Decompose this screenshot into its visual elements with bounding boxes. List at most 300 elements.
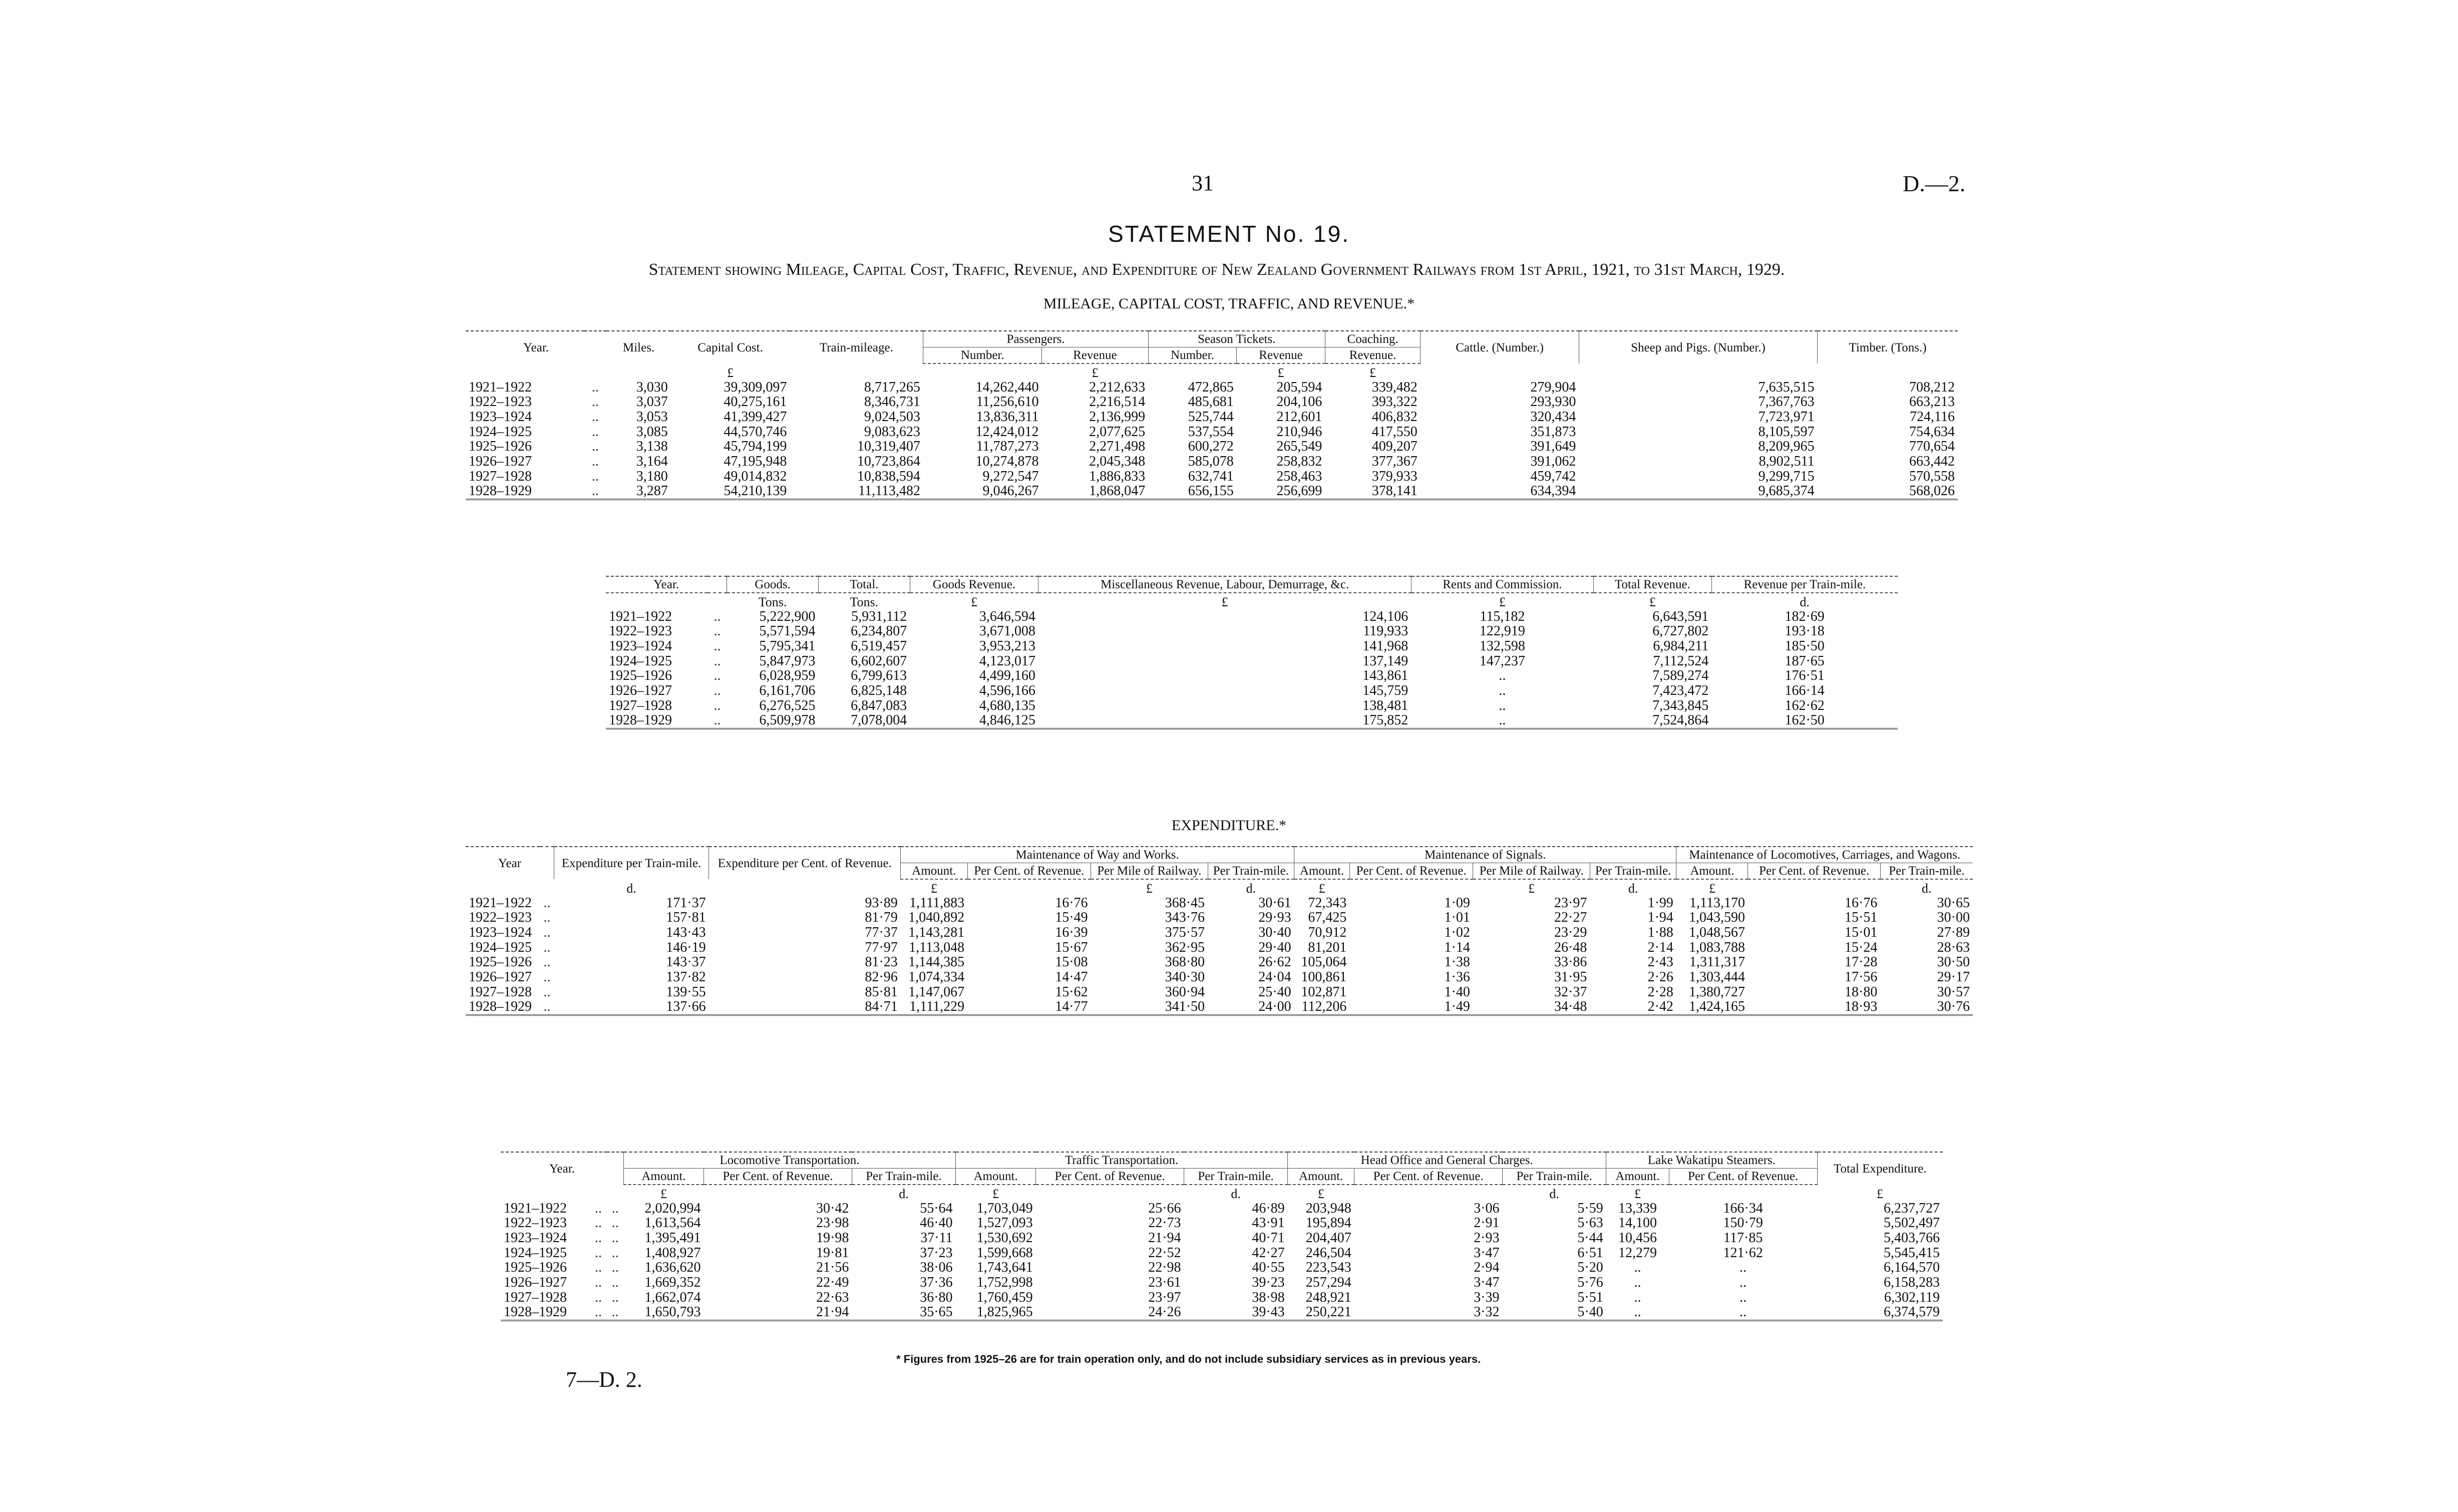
cell: 15·08: [1055, 954, 1088, 970]
cell: 13,836,311: [976, 409, 1039, 425]
leader-dots: ..: [595, 1289, 602, 1305]
cell: 770,654: [1909, 439, 1955, 455]
cell: 37·23: [920, 1245, 953, 1261]
unit-pound: £: [660, 1187, 667, 1201]
cell: 15·62: [1055, 984, 1088, 1000]
leader-dots: ..: [591, 439, 599, 455]
cell: 112,206: [1294, 999, 1350, 1015]
cell: 15·24: [1845, 939, 1878, 955]
cell: 162·50: [1711, 713, 1898, 728]
col-per-train-mile: Per Train-mile.: [1184, 1169, 1288, 1185]
cell: 6,158,283: [1884, 1274, 1940, 1290]
cell: 44,570,746: [724, 424, 787, 440]
cell: 279,904: [1530, 379, 1576, 395]
leader-dots: ..: [611, 1260, 619, 1276]
cell: 5·76: [1577, 1274, 1603, 1290]
cell: 17·56: [1845, 969, 1878, 985]
cell: 23·97: [1554, 895, 1587, 911]
cell: 15·51: [1845, 910, 1878, 926]
goods-revenue-table: [606, 576, 1898, 729]
cell: 81·23: [865, 954, 898, 970]
cell: 30·00: [1937, 910, 1970, 926]
unit-row: [466, 363, 1958, 380]
cell: 54,210,139: [671, 484, 790, 499]
cell: 14,262,440: [975, 379, 1039, 395]
table-row: [466, 469, 1958, 484]
cell: 6,847,083: [851, 697, 907, 713]
table-row: [466, 395, 1958, 410]
year-cell: 1925–1926: [469, 439, 532, 455]
cell: 1,040,892: [908, 910, 965, 926]
footnote: * Figures from 1925–26 are for train operation only, and do not include subsidiary services as in previous years.: [896, 1353, 1481, 1365]
cell: 205,594: [1276, 379, 1322, 395]
cell: 72,343: [1308, 895, 1347, 911]
mileage-traffic-table: [466, 330, 1958, 500]
cell: 203,948: [1305, 1200, 1351, 1216]
col-per-cent-revenue: Per Cent. of Revenue.: [1349, 863, 1473, 880]
year-cell: 1927–1928: [469, 984, 532, 1000]
cell: 10,723,864: [857, 453, 920, 469]
leader-dots: ..: [595, 1245, 602, 1261]
cell: 1,662,074: [644, 1289, 701, 1305]
cell: 6,276,525: [759, 697, 816, 713]
cell: 2·94: [1474, 1260, 1500, 1276]
col-locomotive-transportation: Locomotive Transportation.: [623, 1152, 955, 1169]
cell: 5·40: [1503, 1305, 1606, 1320]
cell: 1,886,833: [1089, 468, 1146, 484]
year-cell: 1926–1927: [609, 682, 672, 698]
cell: 21·56: [816, 1260, 849, 1276]
expenditure-transportation-table: [501, 1152, 1943, 1321]
leader-dots: ..: [543, 984, 551, 1000]
cell: ..: [1634, 1289, 1641, 1305]
cell: 115,182: [1480, 608, 1525, 624]
cell: 4,596,166: [979, 682, 1035, 698]
cell: 15·01: [1845, 924, 1878, 940]
cell: 3,953,213: [979, 638, 1035, 654]
col-timber: Timber. (Tons.): [1818, 331, 1958, 363]
cell: 2,020,994: [644, 1200, 701, 1216]
leader-dots: ..: [611, 1230, 619, 1246]
col-total-revenue: Total Revenue.: [1594, 576, 1712, 593]
cell: 39·43: [1184, 1305, 1288, 1320]
cell: 5·44: [1577, 1230, 1603, 1246]
cell: 29·40: [1258, 939, 1291, 955]
cell: 7,723,971: [1758, 409, 1815, 425]
leader-dots: ..: [543, 939, 551, 955]
cell: 1,613,564: [644, 1215, 701, 1231]
cell: 391,649: [1530, 439, 1576, 455]
cell: 1,408,927: [644, 1245, 701, 1261]
year-cell: 1921–1922: [609, 608, 672, 624]
cell: 5,795,341: [759, 638, 816, 654]
table-row: [606, 654, 1898, 669]
cell: 1,424,165: [1676, 999, 1748, 1015]
col-per-mile-railway: Per Mile of Railway.: [1091, 863, 1208, 880]
unit-pound: £: [971, 595, 978, 609]
year-cell: 1926–1927: [469, 969, 532, 985]
cell: 38·98: [1252, 1289, 1285, 1305]
table-row: [501, 1275, 1943, 1290]
col-per-train-mile: Per Train-mile.: [852, 1169, 955, 1185]
col-year: Year.: [501, 1152, 623, 1185]
cell: 2·14: [1647, 939, 1673, 955]
cell: 3,085: [636, 424, 668, 440]
cell: 139·55: [666, 984, 706, 1000]
page-number: 31: [1192, 171, 1214, 195]
cell: 85·81: [865, 984, 898, 1000]
cell: 3,030: [636, 379, 668, 395]
cell: 102,871: [1301, 984, 1347, 1000]
cell: 146·19: [666, 939, 706, 955]
cell: 30·65: [1937, 895, 1970, 911]
cell: 362·95: [1165, 939, 1205, 955]
table-row: [466, 410, 1958, 425]
cell: 2,045,348: [1089, 453, 1146, 469]
cell: 21·94: [704, 1305, 852, 1320]
cell: 368·80: [1165, 954, 1205, 970]
cell: 24·00: [1208, 999, 1294, 1015]
cell: 14·47: [1055, 969, 1088, 985]
section-title-expenditure: EXPENDITURE.*: [1171, 817, 1287, 834]
unit-row: [501, 1185, 1943, 1201]
col-cattle: Cattle. (Number.): [1421, 331, 1579, 363]
year-cell: 1926–1927: [469, 453, 532, 469]
table-row: [501, 1246, 1943, 1261]
cell: 6,302,119: [1884, 1289, 1940, 1305]
cell: 1,599,668: [976, 1245, 1033, 1261]
col-lake-wakatipu: Lake Wakatipu Steamers.: [1606, 1152, 1817, 1169]
year-cell: 1924–1925: [469, 424, 532, 440]
cell: 15·49: [1055, 910, 1088, 926]
year-cell: 1925–1926: [609, 668, 672, 684]
cell: 137·66: [554, 999, 709, 1015]
year-cell: 1923–1924: [469, 924, 532, 940]
cell: 17·28: [1845, 954, 1878, 970]
unit-pence: d.: [1800, 595, 1810, 609]
cell: 246,504: [1305, 1245, 1351, 1261]
unit-pound: £: [1877, 1186, 1884, 1201]
col-total-expenditure: Total Expenditure.: [1817, 1152, 1943, 1185]
cell: 6,509,978: [727, 713, 819, 728]
col-coaching-revenue: Revenue.: [1325, 347, 1420, 364]
section-title-revenue: MILEAGE, CAPITAL COST, TRAFFIC, AND REVENUE.*: [1043, 295, 1415, 312]
cell: 26·62: [1258, 954, 1291, 970]
cell: ..: [1499, 668, 1506, 684]
year-cell: 1925–1926: [469, 954, 532, 970]
leader-dots: ..: [714, 653, 721, 669]
cell: 351,873: [1530, 424, 1576, 440]
cell: 25·66: [1148, 1200, 1181, 1216]
cell: 12,279: [1618, 1245, 1657, 1261]
leader-dots: ..: [591, 409, 599, 425]
col-total: Total.: [818, 576, 910, 593]
cell: 5,222,900: [759, 608, 816, 624]
cell: 2,136,999: [1089, 409, 1146, 425]
cell: 204,106: [1276, 394, 1322, 410]
cell: 5·63: [1577, 1215, 1603, 1231]
statement-title: STATEMENT No. 19.: [1108, 221, 1350, 247]
year-cell: 1923–1924: [609, 638, 672, 654]
cell: 1·09: [1444, 895, 1470, 911]
cell: 3,164: [636, 453, 668, 469]
cell: 137·82: [666, 969, 706, 985]
cell: 145,759: [1362, 682, 1409, 698]
cell: ..: [1739, 1289, 1747, 1305]
unit-row: [466, 879, 1973, 896]
cell: 2,216,514: [1089, 394, 1146, 410]
cell: 119,933: [1363, 623, 1409, 639]
cell: 9,083,623: [864, 424, 920, 440]
cell: 37·36: [920, 1274, 953, 1290]
cell: 1,303,444: [1688, 969, 1745, 985]
unit-row: [606, 593, 1898, 609]
cell: 42·27: [1252, 1245, 1285, 1261]
col-year: Year.: [606, 576, 727, 593]
cell: 81·79: [865, 910, 898, 926]
cell: 37·11: [920, 1230, 953, 1246]
cell: 9,046,267: [923, 484, 1042, 499]
year-cell: 1922–1923: [609, 623, 672, 639]
table-row: [466, 380, 1958, 395]
cell: 257,294: [1305, 1274, 1351, 1290]
col-passenger-number: Number.: [923, 347, 1042, 364]
cell: 1,113,170: [1689, 895, 1745, 911]
cell: 375·57: [1165, 924, 1205, 940]
cell: 16·76: [1055, 895, 1088, 911]
cell: 138,481: [1362, 697, 1409, 713]
cell: 33·86: [1554, 954, 1587, 970]
table-row: [466, 439, 1958, 454]
unit-pence: d.: [626, 881, 636, 896]
cell: 19·98: [816, 1230, 849, 1246]
cell: 1,703,049: [976, 1200, 1033, 1216]
cell: 8,902,511: [1759, 453, 1815, 469]
cell: 6,028,959: [759, 668, 816, 684]
cell: 77·37: [865, 924, 898, 940]
unit-pound: £: [1634, 1187, 1641, 1201]
cell: 16·76: [1845, 895, 1878, 911]
col-year: Year.: [466, 331, 606, 363]
cell: 70,912: [1308, 924, 1347, 940]
cell: 22·98: [1148, 1260, 1181, 1276]
cell: 406,832: [1371, 409, 1418, 425]
cell: 124,106: [1362, 608, 1409, 624]
table-row: [466, 955, 1973, 970]
col-expenditure-per-cent: Expenditure per Cent. of Revenue.: [709, 847, 901, 879]
cell: 7,635,515: [1758, 379, 1815, 395]
leader-dots: ..: [590, 1305, 607, 1320]
cell: 13,339: [1618, 1200, 1657, 1216]
table-row: [466, 940, 1973, 955]
col-maintenance-locomotives: Maintenance of Locomotives, Carriages, and Wagons.: [1676, 847, 1973, 863]
cell: 49,014,832: [724, 468, 787, 484]
cell: 16·39: [1055, 924, 1088, 940]
leader-dots: ..: [591, 453, 599, 469]
leader-dots: ..: [714, 682, 721, 698]
cell: 40·71: [1252, 1230, 1285, 1246]
cell: 7,112,524: [1653, 653, 1709, 669]
year-cell: 1928–1929: [606, 713, 708, 728]
cell: 1·88: [1647, 924, 1673, 940]
table-row: [501, 1231, 1943, 1246]
cell: 2,271,498: [1089, 439, 1146, 455]
cell: 77·97: [865, 939, 898, 955]
cell: ..: [1739, 1260, 1747, 1276]
cell: 1,111,883: [909, 895, 965, 911]
cell: 6,374,579: [1817, 1305, 1943, 1320]
cell: 1,380,727: [1688, 984, 1745, 1000]
cell: 45,794,199: [724, 439, 787, 455]
cell: 11,113,482: [790, 484, 923, 499]
cell: 22·27: [1554, 910, 1587, 926]
leader-dots: ..: [543, 924, 551, 940]
cell: 2·91: [1474, 1215, 1500, 1231]
table-row: [466, 896, 1973, 911]
cell: 1,074,334: [908, 969, 965, 985]
table-row: [466, 985, 1973, 1000]
cell: 28·63: [1937, 939, 1970, 955]
col-traffic-transportation: Traffic Transportation.: [956, 1152, 1288, 1169]
col-rents-commission: Rents and Commission.: [1411, 576, 1593, 593]
cell: 29·93: [1258, 910, 1291, 926]
unit-pence: d.: [1231, 1187, 1241, 1201]
cell: 3·32: [1354, 1305, 1503, 1320]
year-cell: 1923–1924: [469, 409, 532, 425]
cell: 379,933: [1371, 468, 1418, 484]
col-maintenance-signals: Maintenance of Signals.: [1294, 847, 1676, 863]
cell: 36·80: [920, 1289, 953, 1305]
cell: 1,669,352: [644, 1274, 701, 1290]
cell: 656,155: [1148, 484, 1237, 499]
cell: 1,636,620: [644, 1260, 701, 1276]
cell: 185·50: [1785, 638, 1825, 654]
cell: 30·76: [1880, 999, 1973, 1015]
cell: 2·28: [1647, 984, 1673, 1000]
cell: 31·95: [1554, 969, 1587, 985]
cell: 19·81: [816, 1245, 849, 1261]
leader-dots: ..: [595, 1274, 602, 1290]
cell: 21·94: [1148, 1230, 1181, 1246]
col-season-tickets: Season Tickets.: [1148, 331, 1325, 347]
cell: ..: [1739, 1274, 1747, 1290]
year-cell: 1928–1929: [466, 999, 540, 1015]
leader-dots: ..: [611, 1200, 619, 1216]
cell: ..: [1411, 713, 1593, 728]
cell: 38·06: [920, 1260, 953, 1276]
cell: 18·80: [1845, 984, 1878, 1000]
cell: 248,921: [1305, 1289, 1351, 1305]
year-cell: 1924–1925: [504, 1245, 567, 1261]
cell: 195,894: [1305, 1215, 1351, 1231]
table-row: [606, 683, 1898, 698]
cell: 3,138: [636, 439, 668, 455]
cell: 47,195,948: [724, 453, 787, 469]
year-cell: 1922–1923: [469, 394, 532, 410]
col-amount: Amount.: [1676, 863, 1748, 880]
unit-pound: £: [1528, 881, 1535, 896]
cell: 93·89: [865, 895, 898, 911]
year-cell: 1921–1922: [504, 1200, 567, 1216]
year-cell: 1921–1922: [469, 379, 532, 395]
cell: 724,116: [1910, 409, 1955, 425]
col-per-cent-revenue: Per Cent. of Revenue.: [704, 1169, 852, 1185]
table-row: [466, 999, 1973, 1015]
cell: 157·81: [666, 910, 706, 926]
col-train-mileage: Train-mileage.: [790, 331, 923, 363]
cell: 141,968: [1362, 638, 1409, 654]
col-passenger-revenue: Revenue: [1042, 347, 1149, 364]
cell: ..: [1634, 1274, 1641, 1290]
cell: 1,825,965: [956, 1305, 1036, 1320]
cell: 5,403,766: [1884, 1230, 1940, 1246]
cell: 166·34: [1723, 1200, 1763, 1216]
cell: 11,787,273: [976, 439, 1039, 455]
col-maintenance-way-works: Maintenance of Way and Works.: [901, 847, 1294, 863]
cell: 30·61: [1258, 895, 1291, 911]
cell: 8,346,731: [864, 394, 920, 410]
cell: 35·65: [852, 1305, 955, 1320]
cell: 7,367,763: [1758, 394, 1815, 410]
cell: 9,024,503: [864, 409, 920, 425]
cell: 4,846,125: [910, 713, 1038, 728]
cell: 10,319,407: [857, 439, 920, 455]
cell: 6,825,148: [851, 682, 907, 698]
cell: 3·39: [1474, 1289, 1500, 1305]
cell: 6·51: [1577, 1245, 1603, 1261]
cell: 24·04: [1258, 969, 1291, 985]
cell: 10,274,878: [975, 453, 1039, 469]
col-season-number: Number.: [1148, 347, 1237, 364]
cell: 10,456: [1618, 1230, 1657, 1246]
unit-pound: £: [1146, 881, 1153, 896]
cell: 171·37: [666, 895, 706, 911]
cell: 1,752,998: [976, 1274, 1033, 1290]
unit-pound: £: [1277, 365, 1284, 380]
cell: 1,083,788: [1688, 939, 1745, 955]
leader-dots: ..: [591, 394, 599, 410]
cell: 5·59: [1577, 1200, 1603, 1216]
cell: 537,554: [1188, 424, 1234, 440]
cell: 258,832: [1276, 453, 1322, 469]
col-per-cent-revenue: Per Cent. of Revenue.: [967, 863, 1091, 880]
cell: 8,209,965: [1758, 439, 1815, 455]
cell: 1·49: [1349, 999, 1473, 1015]
cell: 212,601: [1276, 409, 1322, 425]
leader-dots: ..: [595, 1200, 602, 1216]
cell: 22·63: [816, 1289, 849, 1305]
cell: 1,048,567: [1688, 924, 1745, 940]
unit-pound: £: [1092, 365, 1099, 380]
year-cell: 1925–1926: [504, 1260, 567, 1276]
unit-pound: £: [1708, 881, 1715, 896]
col-per-cent-revenue: Per Cent. of Revenue.: [1036, 1169, 1184, 1185]
cell: 22·52: [1148, 1245, 1181, 1261]
cell: 1,144,385: [908, 954, 965, 970]
cell: 1,743,641: [976, 1260, 1033, 1276]
unit-pound: £: [930, 881, 937, 896]
cell: 1·14: [1444, 939, 1470, 955]
unit-pence: d.: [1628, 881, 1638, 896]
cell: 2·42: [1590, 999, 1676, 1015]
cell: 5,571,594: [759, 623, 816, 639]
cell: 100,861: [1301, 969, 1347, 985]
cell: 40,275,161: [724, 394, 787, 410]
table-row: [501, 1216, 1943, 1231]
unit-pound: £: [727, 365, 734, 380]
cell: 7,423,472: [1652, 682, 1709, 698]
leader-dots: ..: [611, 1245, 619, 1261]
